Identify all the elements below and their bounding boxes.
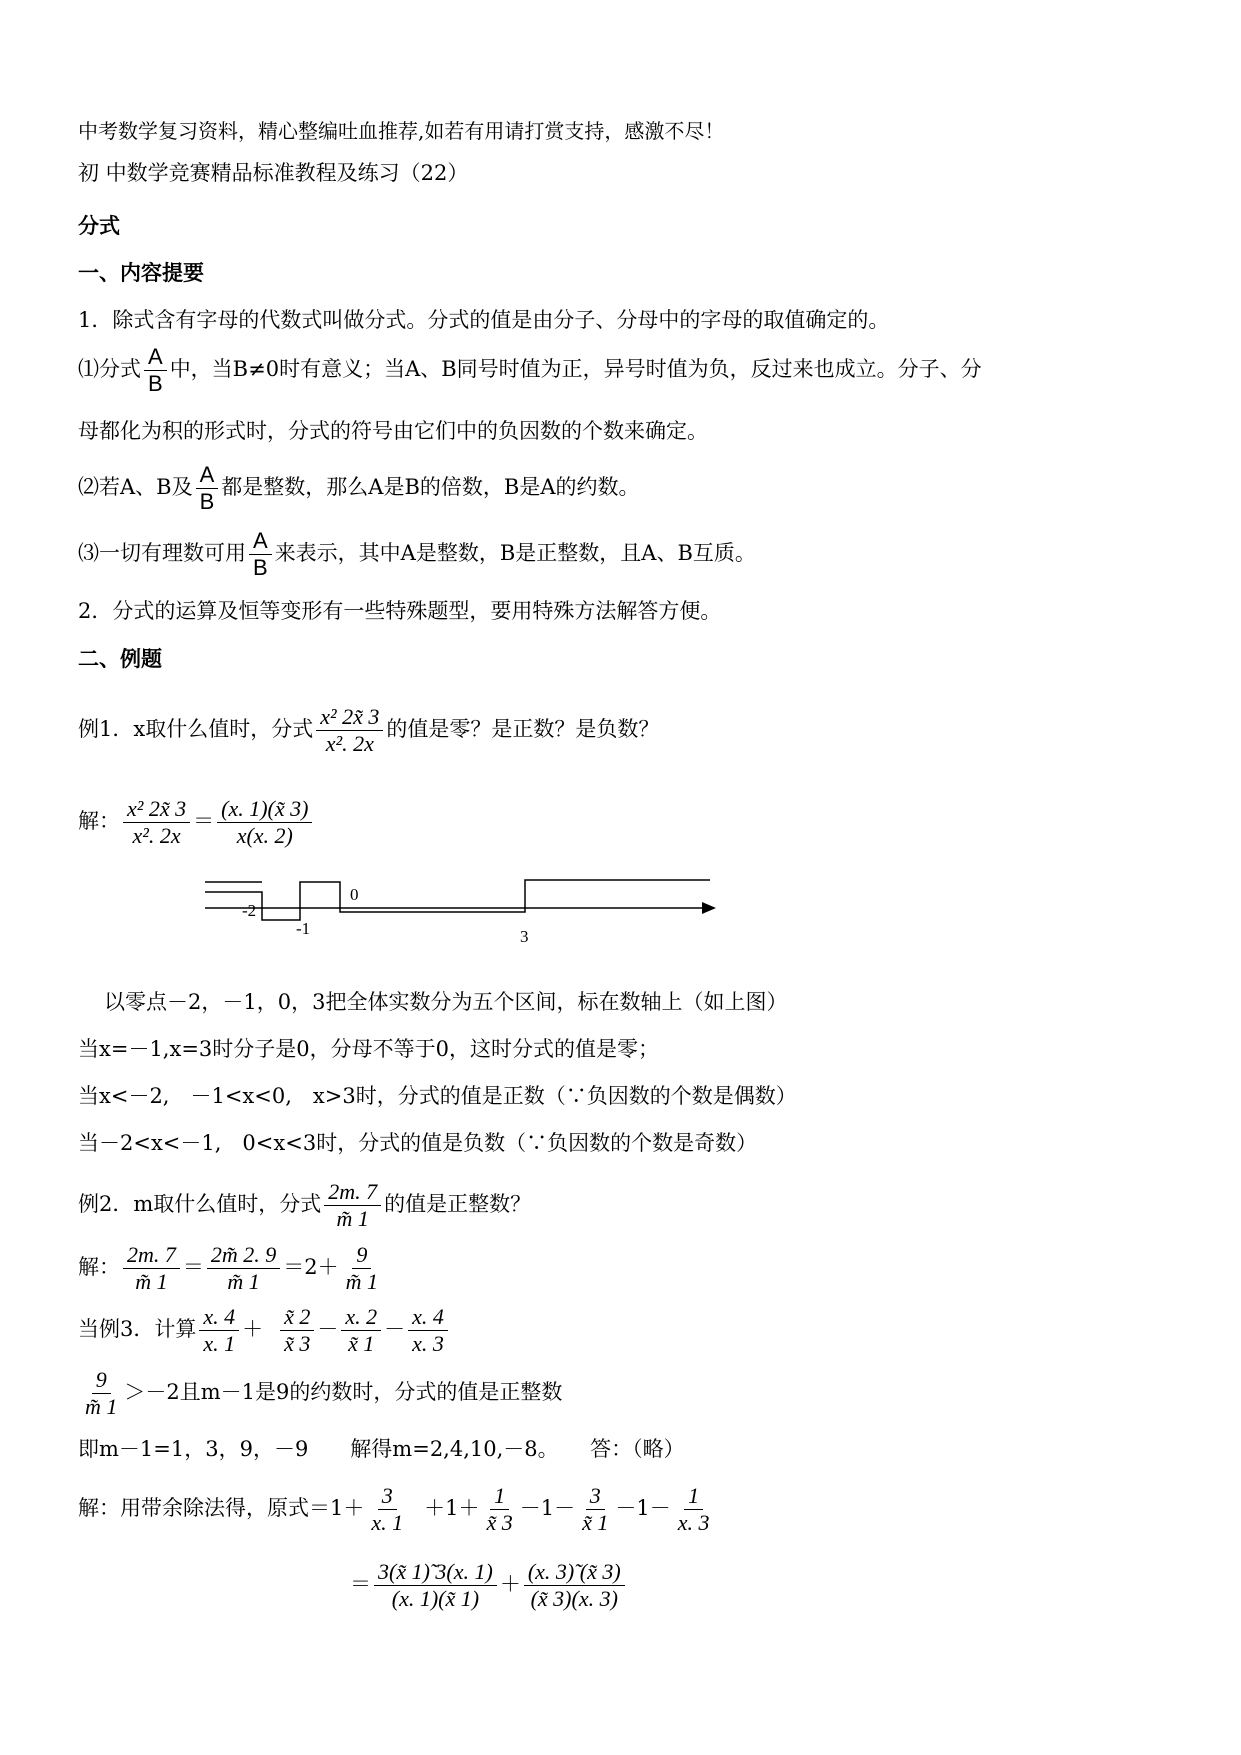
- example3-solution-line2: ＝ $\frac{3(x̃ 1)̃ 3(x. 1)}{(x. 1)(x̃ 1)}$ ＋ $\frac{(x. 3)̃ (x̃ 3)}{(x̃ 3)(x. 3)}$: [350, 1560, 628, 1611]
- solution1-line4: 当－2<x<－1, 0<x<3时，分式的值是负数（∵负因数的个数是奇数）: [78, 1131, 758, 1155]
- example3-solution: 解：用带余除法得，原式＝1＋ $\frac{3}{x. 1}$ ＋1＋ $\frac{1}{x̃ 3}$ －1－ $\frac{3}{x̃ 1}$ －1－ $\frac{1}{x. 3}$: [78, 1484, 717, 1535]
- fraction-a-over-b: $\frac{A}{B}$: [196, 463, 219, 514]
- summary-p1b: ⑵若A、B及 $\frac{A}{B}$ 都是整数，那么A是B的倍数，B是A的约数。: [78, 462, 640, 515]
- summary-p1a-cont: 母都化为积的形式时，分式的符号由它们中的负因数的个数来确定。: [78, 419, 708, 443]
- fraction-a-over-b: $\frac{A}{B}$: [249, 529, 272, 580]
- summary-p1c: ⑶一切有理数可用 $\frac{A}{B}$ 来表示，其中A是整数，B是正整数，且A、B互质。: [78, 528, 756, 581]
- solution3-combined1: $\frac{3(x̃ 1)̃ 3(x. 1)}{(x. 1)(x̃ 1)}$: [374, 1560, 497, 1611]
- solution3-term2: $\frac{1}{x̃ 3}$: [486, 1483, 513, 1536]
- example3-term2: $\frac{x̃ 2}{x̃ 3}$: [280, 1305, 314, 1356]
- example1-solution: 解： $\frac{\text{x² 2x̃ 3}}{\text{x². 2x}}$ ＝ $\frac{(x. 1)(x̃ 3)}{x(x. 2)}$: [78, 797, 315, 848]
- fraction-a-over-b: $\frac{A}{B}$: [144, 345, 167, 396]
- solution3-term3: $\frac{3}{x̃ 1}$: [582, 1483, 609, 1536]
- example3-term4: $\frac{x. 4}{x. 3}$: [408, 1305, 448, 1356]
- axis-label-neg1: -1: [296, 919, 311, 938]
- axis-label-neg2: -2: [242, 901, 257, 920]
- example2-solution: 解： $\frac{2m. 7}{m̃ 1}$ ＝ $\frac{2m̃ 2. 9}{m̃ 1}$ ＝2＋ $\frac{9}{m̃ 1}$: [78, 1243, 385, 1294]
- solution1-line3: 当x<－2, －1<x<0, x>3时，分式的值是正数（∵负因数的个数是偶数）: [78, 1084, 797, 1108]
- example2: 例2．m取什么值时，分式 $\frac{2m. 7}{m̃ 1}$ 的值是正整数？: [78, 1179, 532, 1232]
- example3-term3: $\frac{x. 2}{x̃ 1}$: [341, 1305, 381, 1356]
- example3: 当例3．计算 $\frac{x. 4}{x. 1}$ ＋ $\frac{x̃ 2}{x̃ 3}$ － $\frac{x. 2}{x̃ 1}$ － $\frac{x. 4}{x. 3}$: [78, 1305, 451, 1356]
- condition-fraction: $\frac{9}{m̃ 1}$: [85, 1367, 118, 1420]
- topic-heading: 分式: [78, 213, 120, 238]
- example1: 例1．x取什么值时，分式 $\frac{\text{x² 2x̃ 3}}{\text{x². 2x}}$ 的值是零？是正数？是负数？: [78, 704, 660, 757]
- solution3-term1: $\frac{3}{x. 1}$: [371, 1483, 404, 1536]
- header-note: 中考数学复习资料，精心整编吐血推荐,如若有用请打赏支持，感激不尽！: [78, 119, 725, 143]
- summary-p2: 2．分式的运算及恒等变形有一些特殊题型，要用特殊方法解答方便。: [78, 599, 722, 623]
- solution2-condition: $\frac{9}{m̃ 1}$ ＞－2且m－1是9的约数时，分式的值是正整数: [78, 1368, 562, 1419]
- axis-label-0: 0: [350, 885, 359, 904]
- doc-title: 初 中数学竞赛精品标准教程及练习（22）: [78, 161, 469, 185]
- solution3-combined2: $\frac{(x. 3)̃ (x̃ 3)}{(x̃ 3)(x. 3)}$: [524, 1560, 625, 1611]
- summary-p1a: ⑴分式 $\frac{A}{B}$ 中，当B≠0时有意义；当A、B同号时值为正，异号时值为负，反过来也成立。分子、分: [78, 344, 982, 397]
- solution1-lhs: $\frac{\text{x² 2x̃ 3}}{\text{x². 2x}}$: [123, 797, 190, 848]
- example3-term1: $\frac{x. 4}{x. 1}$: [199, 1305, 239, 1356]
- example1-fraction: $\frac{\text{x² 2x̃ 3}}{\text{x². 2x}}$: [316, 705, 383, 756]
- solution1-line2: 当x=－1,x=3时分子是0，分母不等于0，这时分式的值是零；: [78, 1037, 659, 1061]
- solution2-rhs: $\frac{9}{m̃ 1}$: [345, 1242, 379, 1295]
- solution2-mid: $\frac{2m̃ 2. 9}{m̃ 1}$: [207, 1243, 280, 1294]
- summary-p1: 1．除式含有字母的代数式叫做分式。分式的值是由分子、分母中的字母的取值确定的。: [78, 308, 890, 332]
- example2-fraction: $\frac{2m. 7}{m̃ 1}$: [324, 1180, 381, 1231]
- number-line-diagram: [200, 872, 720, 952]
- solution3-term4: $\frac{1}{x. 3}$: [677, 1483, 710, 1536]
- solution1-rhs: $\frac{(x. 1)(x̃ 3)}{x(x. 2)}$: [217, 797, 312, 848]
- section2-heading: 二、例题: [78, 646, 162, 671]
- section1-heading: 一、内容提要: [78, 260, 204, 285]
- solution2-lhs: $\frac{2m. 7}{m̃ 1}$: [123, 1243, 180, 1294]
- solution2-answer: 即m－1=1，3，9，－9 解得m=2,4,10,－8。 答：（略）: [78, 1437, 685, 1461]
- axis-label-3: 3: [520, 927, 529, 946]
- solution1-line1: 以零点－2，－1，0，3把全体实数分为五个区间，标在数轴上（如上图）: [104, 990, 788, 1014]
